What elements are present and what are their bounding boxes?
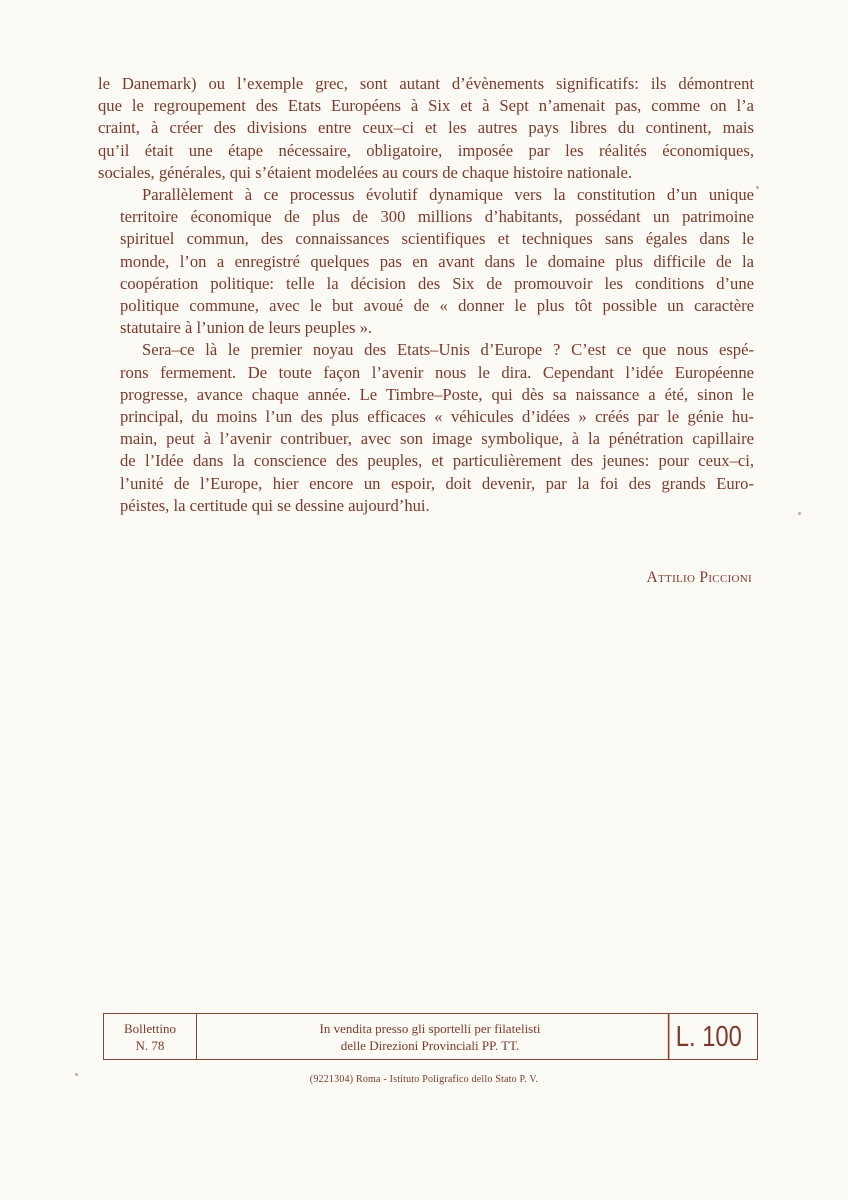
text-line: rons fermement. De toute façon l’avenir nous le dira. Cependant l’idée Européenne <box>120 362 754 382</box>
text-line: Sera–ce là le premier noyau des Etats–Unis d’Europe ? C’est ce que nous espé- <box>142 340 754 360</box>
sale-info-cell <box>197 1014 663 1059</box>
paragraph-2 <box>98 184 754 339</box>
sale-info-line-2: delle Direzioni Provinciali PP. TT. <box>340 1038 520 1053</box>
text-line: le Danemark) ou l’exemple grec, sont autant d’évènements significatifs: ils démontrent <box>98 74 754 93</box>
text-line: qu’il était une étape nécessaire, obligatoire, imposée par les réalités économiques, <box>98 140 754 160</box>
paper-speck <box>75 1073 78 1076</box>
footer-info-box <box>103 1013 758 1060</box>
text-line: politique commune, avec le but avoué de « donner le plus tôt possible un caractère <box>120 296 754 316</box>
text-line: monde, l’on a enregistré quelques pas en avant dans le domaine plus difficile de la <box>120 251 754 271</box>
text-line: que le regroupement des Etats Européens à Six et à Sept n’amenait pas, comme on l’a <box>98 96 754 116</box>
text-line: territoire économique de plus de 300 millions d’habitants, possédant un patrimoine <box>120 207 754 227</box>
paper-speck <box>756 186 759 189</box>
text-line: statutaire à l’union de leurs peuples ». <box>120 318 373 338</box>
bulletin-label: Bollettino <box>124 1021 176 1036</box>
text-line: main, peut à l’avenir contribuer, avec son image symbolique, à la pénétration capillaire <box>120 429 754 449</box>
paper-speck <box>798 512 801 515</box>
text-line: sociales, générales, qui s’étaient modelées au cours de chaque histoire nationale. <box>98 162 633 182</box>
text-line: de l’Idée dans la conscience des peuples, et particulièrement des jeunes: pour ceux–ci, <box>120 451 754 471</box>
author-signature: Attilio Piccioni <box>646 569 752 586</box>
paragraph-3 <box>98 339 754 517</box>
body-text <box>98 73 754 517</box>
text-line: péistes, la certitude qui se dessine aujourd’hui. <box>120 495 430 515</box>
paragraph-1 <box>98 73 754 184</box>
text-line: craint, à créer des divisions entre ceux–ci et les autres pays libres du continent, mais <box>98 118 754 138</box>
bulletin-number-cell <box>104 1014 197 1059</box>
text-line: principal, du moins l’un des plus efficaces « véhicules d’idées » créés par le génie hu- <box>120 407 754 427</box>
text-line: coopération politique: telle la décision des Six de promouvoir les conditions d’une <box>120 273 754 293</box>
text-line: l’unité de l’Europe, hier encore un espoir, doit devenir, par la foi des grands Euro- <box>120 473 754 493</box>
printer-imprint: (9221304) Roma - Istituto Poligrafico dello Stato P. V. <box>309 1074 539 1085</box>
sale-info-line-1: In vendita presso gli sportelli per filatelisti <box>319 1021 541 1036</box>
price-cell: L. 100 <box>668 1014 748 1059</box>
text-line: progresse, avance chaque année. Le Timbre–Poste, qui dès sa naissance a été, sinon le <box>120 384 754 404</box>
text-line: Parallèlement à ce processus évolutif dynamique vers la constitution d’un unique <box>142 185 754 205</box>
text-line: spirituel commun, des connaissances scientifiques et techniques sans égales dans le <box>120 229 754 249</box>
bulletin-number: N. 78 <box>135 1038 165 1053</box>
